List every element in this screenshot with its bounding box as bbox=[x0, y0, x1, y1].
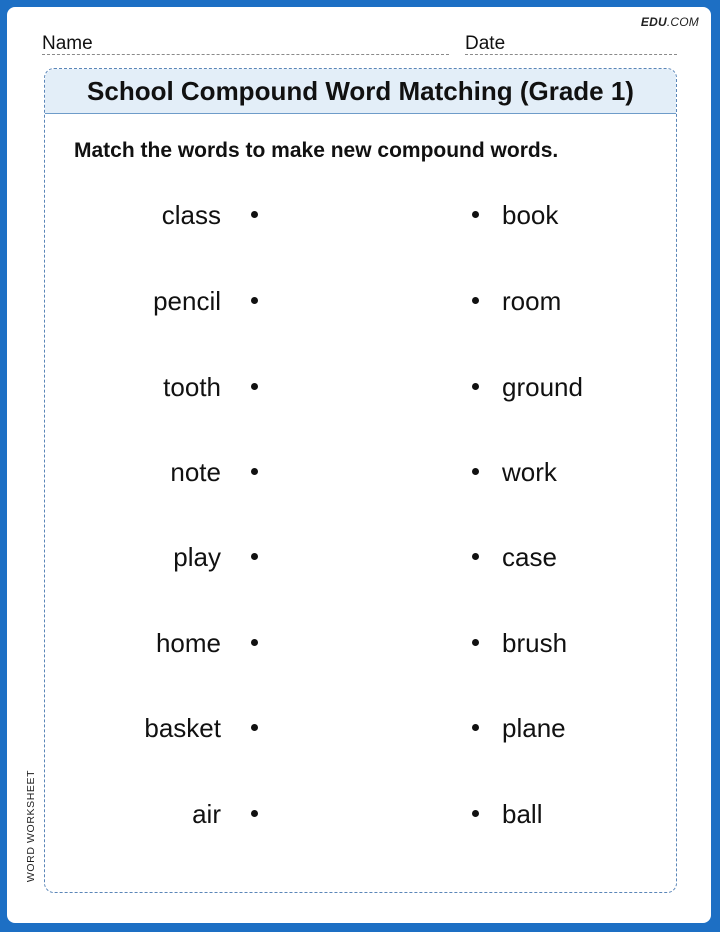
right-dot[interactable] bbox=[472, 810, 479, 817]
left-word: note bbox=[170, 457, 221, 487]
left-word: home bbox=[155, 628, 221, 658]
right-dot[interactable] bbox=[472, 468, 479, 475]
right-dot[interactable] bbox=[472, 297, 479, 304]
right-word: room bbox=[502, 286, 562, 316]
left-word: class bbox=[161, 200, 221, 230]
match-row bbox=[45, 367, 676, 407]
right-word: ground bbox=[502, 372, 583, 402]
right-word: ball bbox=[502, 799, 543, 829]
name-field[interactable] bbox=[42, 32, 449, 55]
exercise-card bbox=[44, 68, 677, 893]
left-dot[interactable] bbox=[251, 297, 258, 304]
left-dot[interactable] bbox=[251, 553, 258, 560]
match-row bbox=[45, 708, 676, 748]
right-dot[interactable] bbox=[472, 724, 479, 731]
left-dot[interactable] bbox=[251, 468, 258, 475]
left-dot[interactable] bbox=[251, 383, 258, 390]
left-dot[interactable] bbox=[251, 724, 258, 731]
left-word: basket bbox=[144, 713, 221, 743]
left-dot[interactable] bbox=[251, 810, 258, 817]
match-row bbox=[45, 195, 676, 235]
right-dot[interactable] bbox=[472, 639, 479, 646]
left-word: air bbox=[192, 799, 221, 829]
sidebar-label: WORD WORKSHEET bbox=[25, 769, 37, 883]
right-dot[interactable] bbox=[472, 553, 479, 560]
right-dot[interactable] bbox=[472, 211, 479, 218]
right-word: brush bbox=[502, 628, 568, 658]
date-label: Date bbox=[465, 33, 506, 54]
match-row bbox=[45, 281, 676, 321]
left-dot[interactable] bbox=[251, 211, 258, 218]
card-title: School Compound Word Matching (Grade 1) bbox=[45, 69, 676, 114]
right-word: book bbox=[502, 200, 559, 230]
match-row bbox=[45, 452, 676, 492]
left-word: play bbox=[173, 542, 221, 572]
instructions: Match the words to make new compound words. bbox=[74, 139, 559, 162]
left-word: tooth bbox=[163, 372, 221, 402]
match-row bbox=[45, 623, 676, 663]
right-dot[interactable] bbox=[472, 383, 479, 390]
name-label: Name bbox=[42, 33, 93, 54]
right-word: case bbox=[502, 542, 557, 572]
left-word: pencil bbox=[153, 286, 221, 316]
brand-logo bbox=[641, 15, 699, 29]
brand-logo-edu: EDU bbox=[640, 15, 667, 29]
left-dot[interactable] bbox=[251, 639, 258, 646]
brand-logo-com: .COM bbox=[666, 15, 699, 29]
sidebar-label-container bbox=[21, 767, 41, 885]
match-row bbox=[45, 537, 676, 577]
right-word: work bbox=[502, 457, 557, 487]
match-row bbox=[45, 794, 676, 834]
worksheet-page bbox=[7, 7, 711, 923]
right-word: plane bbox=[502, 713, 566, 743]
date-field[interactable] bbox=[465, 32, 677, 55]
